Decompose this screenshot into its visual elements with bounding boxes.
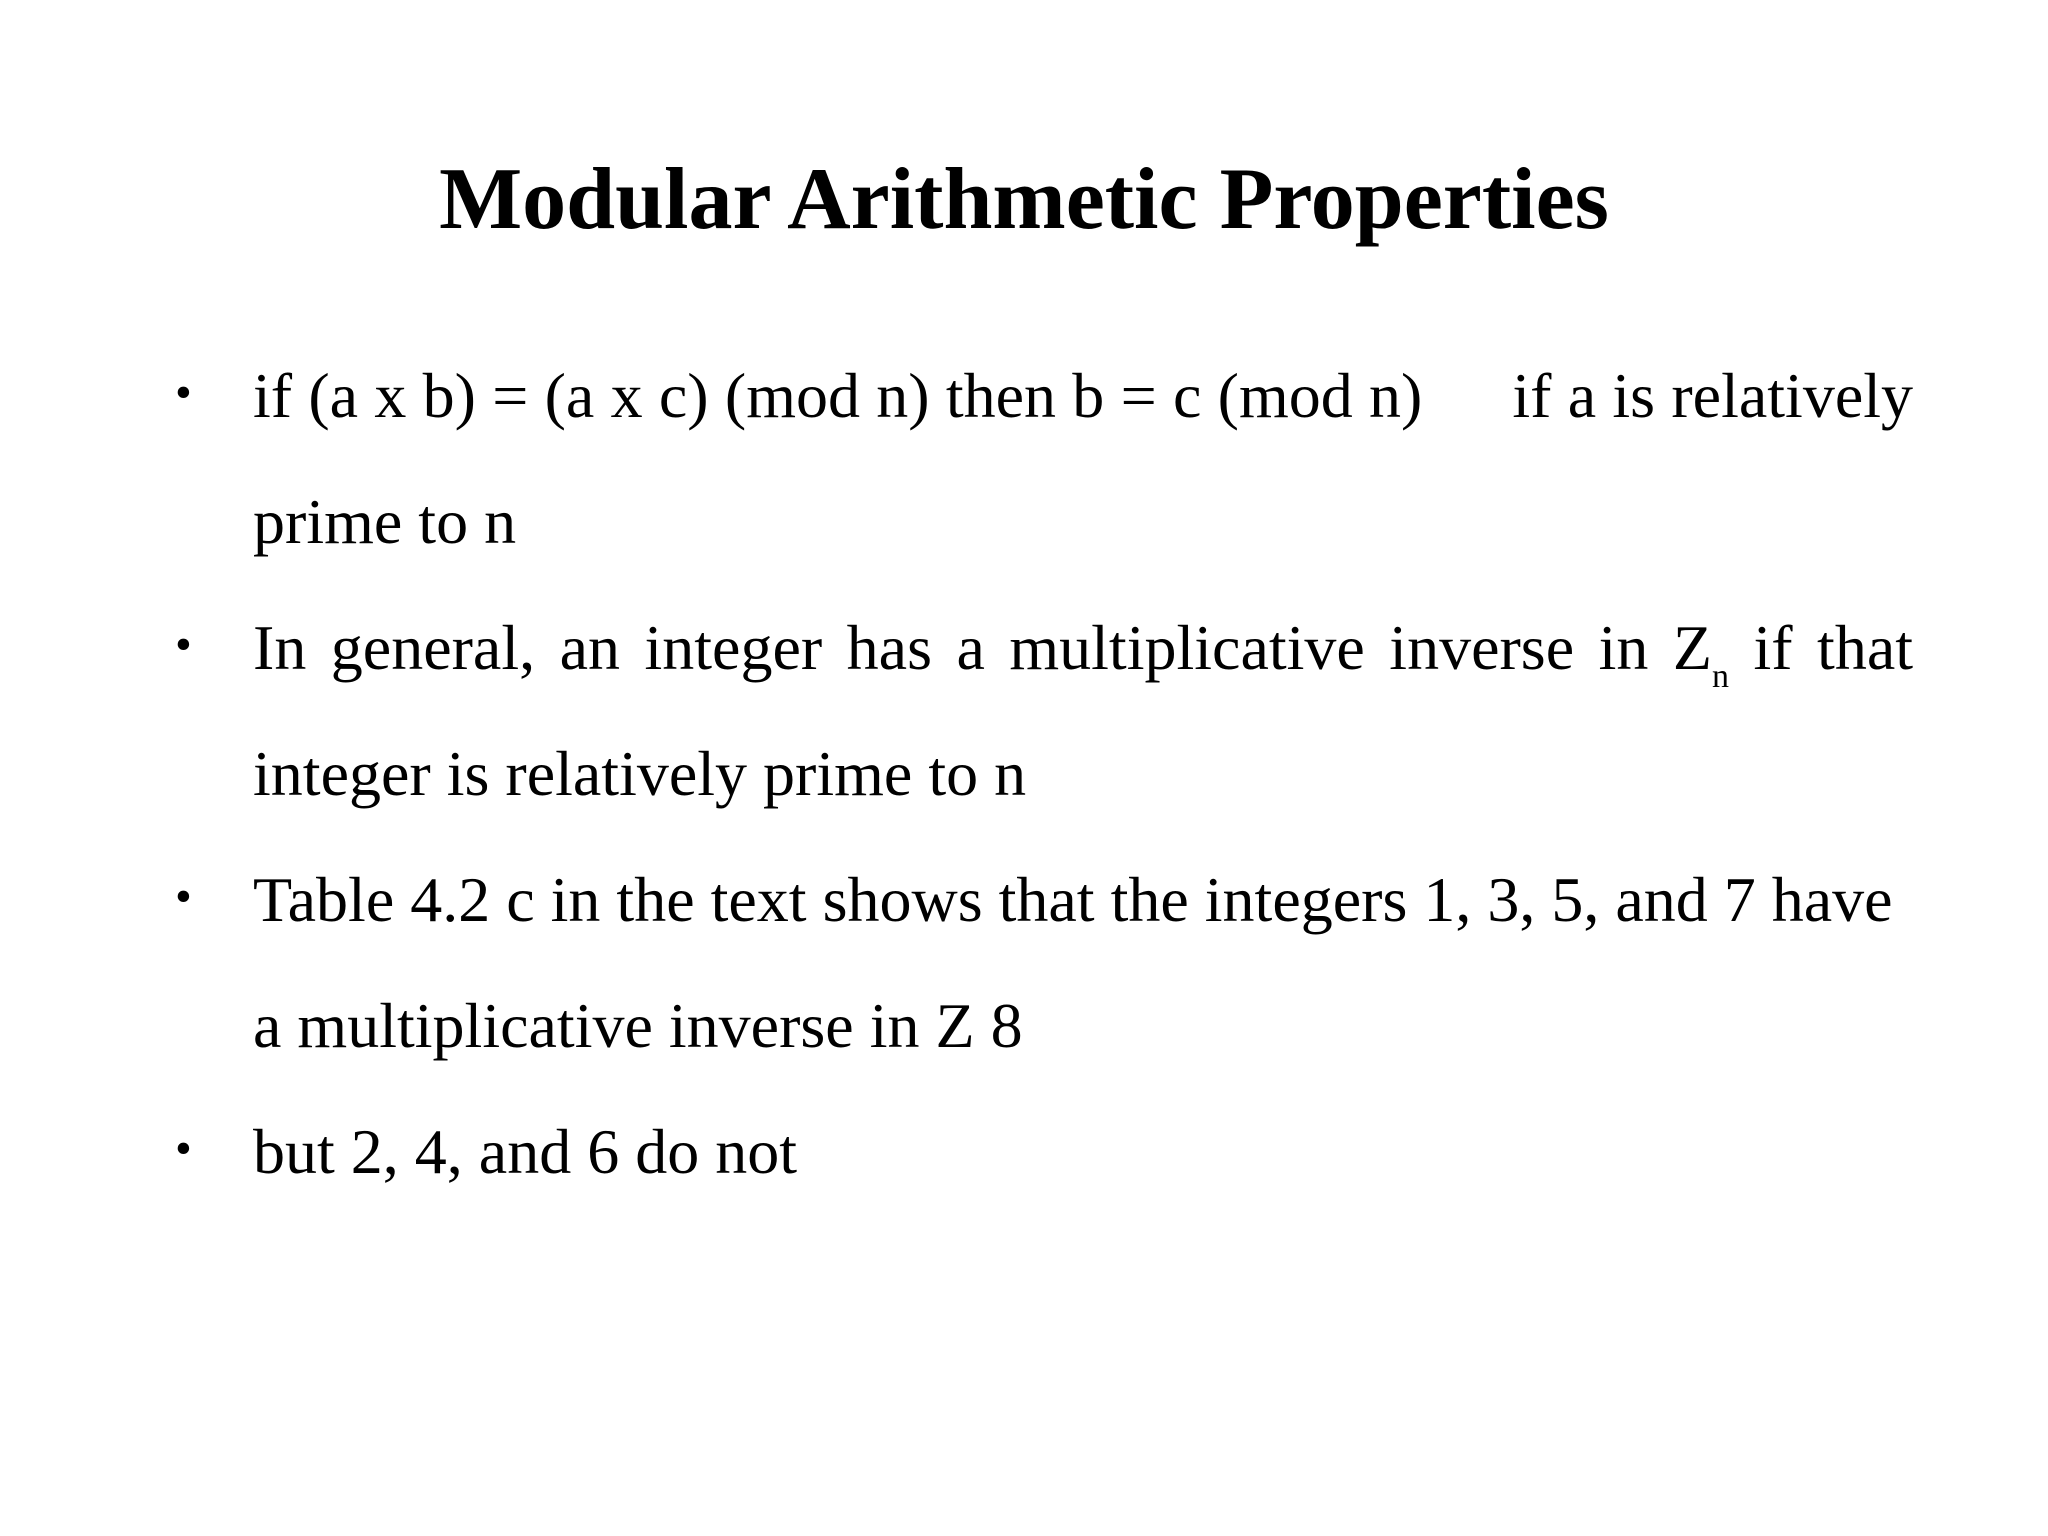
slide-title: Modular Arithmetic Properties <box>439 151 1609 248</box>
bullet-item-1 <box>175 333 1914 585</box>
bullet-4-text: but 2, 4, and 6 do not <box>253 1116 797 1187</box>
bullet-3-text: Table 4.2 c in the text shows that the integers 1, 3, 5, and 7 have a multiplicative inverse in Z 8 <box>253 864 1893 1061</box>
subscript-n: n <box>1711 658 1729 695</box>
bullet-item-4 <box>175 1089 1913 1215</box>
bullet-1-text-part1: if (a x b) = (a x c) (mod n) then b = c (mod n) <box>253 360 1423 431</box>
bullet-marker: • <box>175 870 192 923</box>
bullet-list <box>175 333 1914 1215</box>
bullet-item-3 <box>175 837 1913 1089</box>
bullet-marker: • <box>175 366 192 419</box>
bullet-marker: • <box>175 618 192 671</box>
bullet-2-text-after-subscript: if that integer is relatively prime to n <box>253 612 1914 809</box>
bullet-1-text-part2: if a is relatively prime to n <box>253 360 1914 557</box>
bullet-marker: • <box>175 1122 192 1175</box>
bullet-item-2 <box>175 585 1914 837</box>
bullet-2-text-before-subscript: In general, an integer has a multiplicative inverse in Z <box>253 612 1712 683</box>
